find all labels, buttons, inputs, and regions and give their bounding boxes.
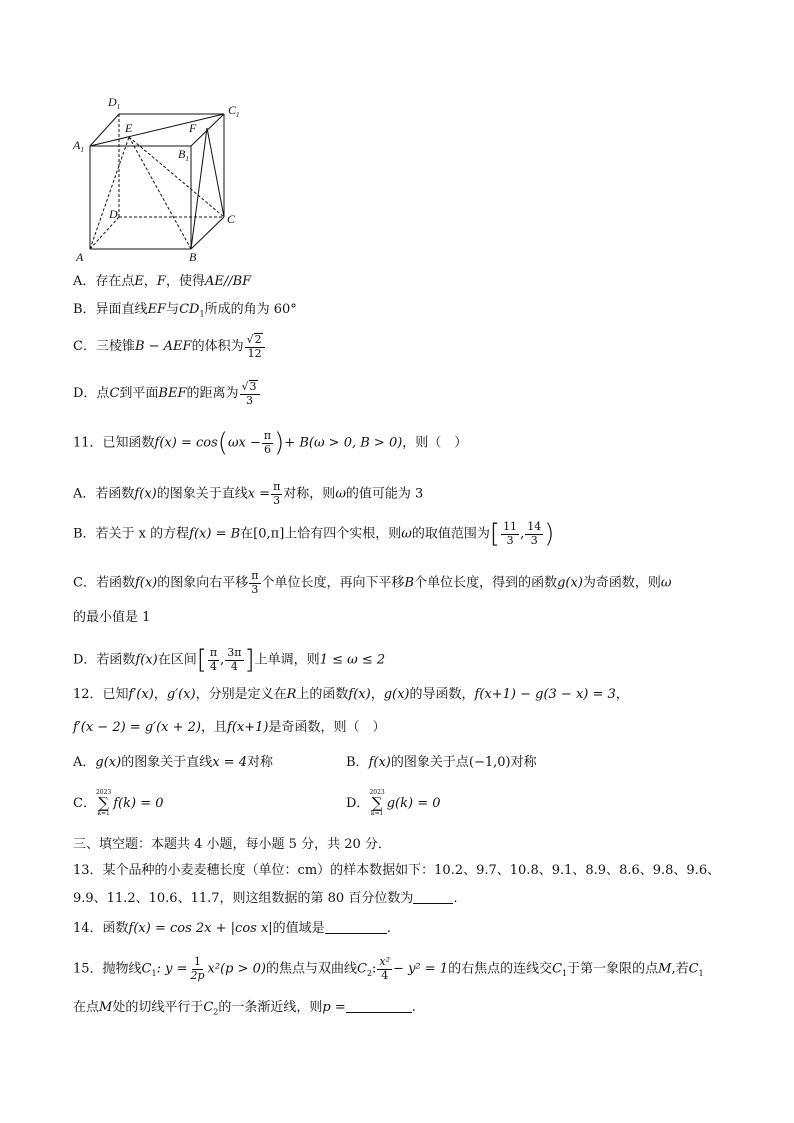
q13-line1: 13．某个品种的小麦麦穗长度（单位：cm）的样本数据如下：10.2、9.7、10.8、9.1、8.9、8.6、9.8、9.6、	[73, 863, 721, 878]
q12-stem-line1: 12．已知f′(x)，g′(x)，分别是定义在R上的函数f(x)，g(x)的导函数，f(x+1) − g(3 − x) = 3，	[73, 687, 629, 702]
q13-answer-blank[interactable]	[413, 891, 453, 904]
q10-option-a: A．存在点E，F，使得AE//BF	[73, 274, 252, 289]
q15-answer-blank[interactable]	[346, 1000, 412, 1013]
q11-option-a: A．若函数f(x)的图象关于直线x = $\frac{\pi}{3}$ 对称，则ω的值可能为 3	[73, 480, 424, 507]
q15-line1: 15．抛物线$C_1$: y = $\frac{1}{2p}$ x²(p > 0)的焦点与双曲线$C_2$: $\frac{\text{x²}}{4}$ − y² = 1的右焦点的连线交$C_1$于第一象限的点M,若$C_1$	[73, 955, 704, 982]
label-D1: $D_1$	[108, 95, 121, 111]
q10-option-d: D．点C到平面BEF的距离为 √ 3 3	[73, 380, 261, 407]
label-A1: $A_1$	[73, 138, 84, 154]
seg-FC	[207, 128, 224, 217]
edge-A1D1	[90, 114, 119, 146]
label-E: E	[125, 121, 133, 135]
label-B1: $B_1$	[178, 147, 189, 163]
label-D: D	[109, 207, 118, 221]
q14: 14．函数f(x) = cos 2x + |cos x|的值域是 .	[73, 921, 391, 936]
volume-fraction: √ 2 12	[245, 333, 265, 360]
label-C: C	[227, 212, 236, 226]
label-A: A	[76, 250, 84, 262]
q12-option-d: D． 2023 ∑ k=1 g(k) = 0	[346, 789, 441, 817]
seg-EC	[129, 137, 224, 217]
edge-BC	[191, 217, 224, 249]
q11-option-b: B．若关于 x 的方程f(x) = B在[0,π]上恰有四个实根，则ω的取值范围为[ $\frac{11}{3}$ , $\frac{14}{3}$ )	[73, 519, 555, 550]
q12-option-b: B．f(x)的图象关于点(−1,0)对称	[346, 755, 537, 770]
q12-stem-line2: f′(x − 2) = g′(x + 2)，且f(x+1)是奇函数，则（ ）	[73, 720, 386, 735]
distance-fraction: √ 3 3	[240, 380, 260, 407]
q11-option-d: D．若函数f(x)在区间[ $\frac{\pi}{4}$ , $\frac{3\pi}{4}$ ]上单调，则1 ≤ ω ≤ 2	[73, 645, 386, 676]
q13-line2: 9.9、11.2、10.6、11.7，则这组数据的第 80 百分位数为 .	[73, 891, 458, 906]
q12-option-c: C． 2023 ∑ k=1 f(k) = 0	[73, 789, 164, 817]
label-C1: $C_1$	[228, 103, 240, 119]
seg-FB	[191, 128, 207, 249]
diag-A1C1	[90, 114, 224, 146]
q11-option-c: C．若函数f(x)的图象向右平移 $\frac{\pi}{3}$ 个单位长度，再向下平移B个单位长度，得到的函数g(x)为奇函数，则ω	[73, 569, 672, 596]
q15-line2: 在点M处的切线平行于$C_2$的一条渐近线，则p = .	[73, 1000, 416, 1017]
q12-option-a: A．g(x)的图象关于直线x = 4对称	[73, 755, 273, 770]
q10-option-c: C．三棱锥B − AEF的体积为 √ 2 12	[73, 333, 266, 360]
q11-stem: 11．已知函数f(x) = cos(ωx − $\frac{\pi}{6}$ )+ B(ω > 0, B > 0)，则（ ）	[73, 428, 468, 459]
q11-option-c-line2: 的最小值是 1	[73, 610, 151, 625]
q10-option-b: B．异面直线EF与$CD_1$所成的角为 60°	[73, 302, 297, 319]
q14-answer-blank[interactable]	[325, 921, 387, 934]
seg-AE	[90, 137, 129, 249]
section-3-heading: 三、填空题：本题共 4 小题，每小题 5 分，共 20 分．	[73, 837, 391, 852]
cube-figure	[72, 92, 252, 262]
label-F: F	[189, 121, 197, 135]
label-B: B	[189, 250, 197, 262]
